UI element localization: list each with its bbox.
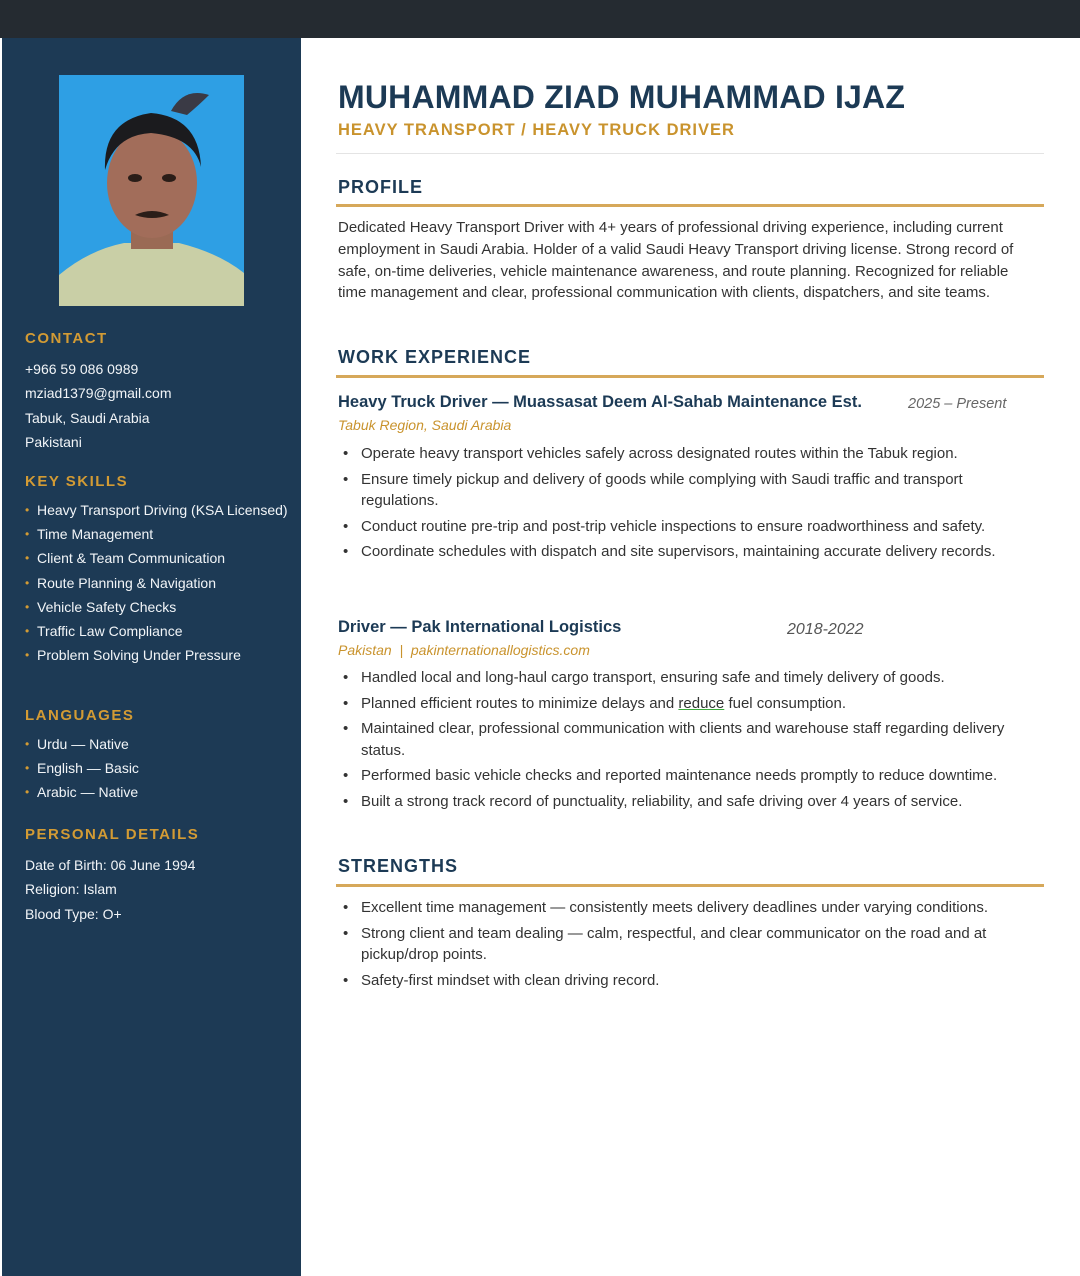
bullet-text: Built a strong track record of punctuality, reliability, and safe driving over 4 years of service. [361, 792, 963, 810]
list-item: • Operate heavy transport vehicles safely across designated routes within the Tabuk region. [343, 445, 958, 462]
skill-label: Heavy Transport Driving (KSA Licensed) [37, 502, 288, 518]
skills-list [15, 500, 290, 665]
skills-section [25, 473, 290, 669]
phone: +966 59 086 0989 [25, 361, 139, 377]
profile-photo [59, 75, 244, 306]
list-item: • Route Planning & Navigation [25, 574, 217, 591]
list-item: • Arabic — Native [25, 784, 139, 801]
experience-divider [336, 375, 1044, 378]
strengths-heading: STRENGTHS [338, 856, 459, 876]
date-of-birth: Date of Birth: 06 June 1994 [25, 857, 196, 873]
job-bullets [338, 667, 1043, 812]
bullet-text: Performed basic vehicle checks and reported maintenance needs promptly to reduce downtime. [361, 767, 998, 784]
languages-section [25, 707, 290, 807]
list-item: • English — Basic [25, 760, 139, 777]
list-item: • Planned efficient routes to minimize delays and reduce fuel consumption. [343, 694, 847, 712]
list-item: • Time Management [25, 526, 154, 543]
job-bullets [338, 443, 1043, 563]
list-item: • Strong client and team dealing — calm, respectful, and clear communicator on the road and at pickup/drop points. [343, 924, 987, 963]
languages-heading: LANGUAGES [25, 707, 135, 724]
candidate-name: MUHAMMAD ZIAD MUHAMMAD IJAZ [338, 79, 906, 115]
bullet-text: Safety-first mindset with clean driving record. [361, 971, 660, 989]
personal-heading: PERSONAL DETAILS [25, 826, 200, 843]
list-item: • Conduct routine pre-trip and post-trip vehicle inspections to ensure roadworthiness and safety. [343, 517, 986, 535]
bullet-text: Handled local and long-haul cargo transport, ensuring safe and timely delivery of goods. [361, 669, 945, 686]
bullet-text: Ensure timely pickup and delivery of goods while complying with Saudi traffic and transport regulations. [361, 470, 963, 509]
sidebar [2, 38, 301, 1276]
profile-heading: PROFILE [338, 177, 424, 197]
job-title: Driver — Pak International Logistics [338, 618, 622, 636]
skill-label: Problem Solving Under Pressure [37, 647, 241, 664]
list-item: • Handled local and long-haul cargo transport, ensuring safe and timely delivery of goods. [343, 669, 945, 686]
job-title: Heavy Truck Driver — Muassasat Deem Al-Sahab Maintenance Est. [338, 393, 862, 411]
languages-list [15, 734, 290, 802]
list-item: • Performed basic vehicle checks and reported maintenance needs promptly to reduce downtime. [343, 767, 998, 784]
profile-text: Dedicated Heavy Transport Driver with 4+ years of professional driving experience, including current employment in Saudi Arabia. Holder of a valid Saudi Heavy Transport driving license. Strong record of safe, on-time deliveries, vehicle maintenance awareness, and route planning. Recognized for reliable time management and clear, professional communication with clients, dispatchers, and site teams. [338, 219, 1014, 302]
list-item: • Maintained clear, professional communication with clients and warehouse staff regarding delivery status. [343, 720, 1005, 759]
job-date: 2018-2022 [787, 621, 864, 638]
list-item: • Vehicle Safety Checks [25, 598, 177, 615]
profile-divider [336, 204, 1044, 207]
list-item: • Ensure timely pickup and delivery of goods while complying with Saudi traffic and transport regulations. [343, 470, 963, 509]
experience-heading: WORK EXPERIENCE [338, 347, 532, 367]
header-divider [336, 153, 1044, 154]
blood-type: Blood Type: O+ [25, 905, 122, 922]
bullet-text: Operate heavy transport vehicles safely across designated routes within the Tabuk region. [361, 445, 958, 462]
list-item: • Urdu — Native [25, 736, 129, 752]
list-item: • Heavy Transport Driving (KSA Licensed) [25, 502, 288, 518]
strengths-divider [336, 884, 1044, 887]
skill-label: Route Planning & Navigation [37, 574, 217, 591]
bullet-text: Excellent time management — consistently meets delivery deadlines under varying conditions. [361, 899, 988, 916]
skill-label: Vehicle Safety Checks [37, 598, 177, 615]
personal-section [25, 826, 290, 926]
job-date: 2025 – Present [908, 396, 1007, 412]
nationality: Pakistani [25, 433, 82, 450]
list-item: • Coordinate schedules with dispatch and site supervisors, maintaining accurate delivery records. [343, 543, 996, 560]
job-location: Tabuk Region, Saudi Arabia [338, 417, 512, 433]
bullet-text: Coordinate schedules with dispatch and site supervisors, maintaining accurate delivery records. [361, 543, 996, 560]
list-item: • Problem Solving Under Pressure [25, 647, 241, 664]
list-item: • Traffic Law Compliance [25, 622, 183, 639]
contact-section [25, 330, 290, 454]
candidate-title: HEAVY TRANSPORT / HEAVY TRUCK DRIVER [338, 121, 735, 139]
bullet-text: Conduct routine pre-trip and post-trip vehicle inspections to ensure roadworthiness and safety. [361, 517, 986, 535]
list-item: • Excellent time management — consistently meets delivery deadlines under varying conditions. [343, 899, 988, 916]
strengths-list [338, 897, 1043, 991]
job-location: Pakistan | pakinternationallogistics.com [338, 642, 590, 658]
skills-heading: KEY SKILLS [25, 473, 129, 490]
resume-page [0, 38, 1080, 1276]
email: mziad1379@gmail.com [25, 385, 172, 402]
list-item: • Built a strong track record of punctuality, reliability, and safe driving over 4 years of service. [343, 792, 963, 810]
skill-label: Traffic Law Compliance [37, 622, 183, 639]
language-label: Arabic — Native [37, 784, 139, 801]
language-label: English — Basic [37, 760, 139, 777]
skill-label: Time Management [37, 526, 154, 543]
location: Tabuk, Saudi Arabia [25, 409, 150, 426]
bullet-text: Strong client and team dealing — calm, respectful, and clear communicator on the road and at pickup/drop points. [361, 924, 987, 963]
contact-heading: CONTACT [25, 330, 108, 347]
bullet-text: Maintained clear, professional communication with clients and warehouse staff regarding delivery status. [361, 720, 1005, 759]
list-item: • Client & Team Communication [25, 550, 226, 567]
language-label: Urdu — Native [37, 736, 129, 752]
skill-label: Client & Team Communication [37, 550, 226, 567]
bullet-text: Planned efficient routes to minimize delays and reduce fuel consumption. [361, 694, 847, 712]
religion: Religion: Islam [25, 881, 117, 898]
list-item: • Safety-first mindset with clean driving record. [343, 971, 660, 989]
